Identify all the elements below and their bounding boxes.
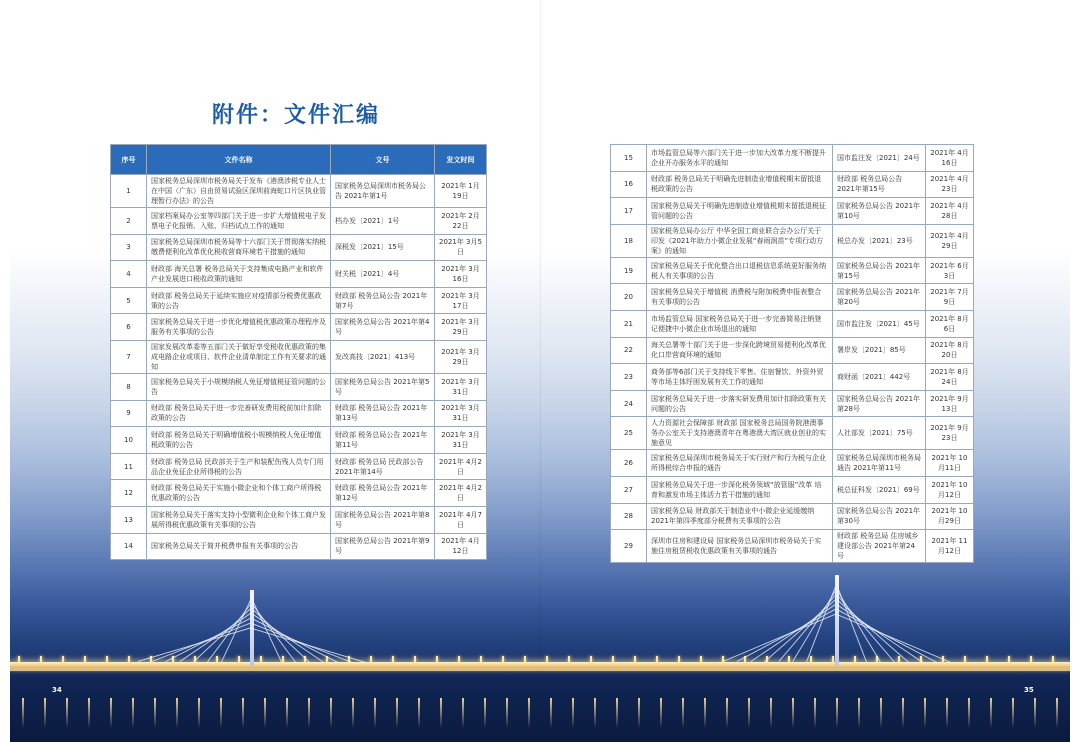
document-name: 国家税务总局关于进一步深化税务领域“放管服”改革 培育和激发市场主体活力若干措施的通知	[647, 476, 833, 503]
table-row	[111, 533, 487, 560]
light-reflection	[242, 698, 244, 728]
table-row	[611, 224, 974, 257]
lamp-light	[62, 656, 64, 663]
light-reflection	[748, 698, 750, 728]
issue-date: 2021年 10月29日	[926, 503, 974, 530]
issue-date: 2021年 8月6日	[926, 310, 974, 337]
document-name: 财政部 税务总局关于明确增值税小规模纳税人免征增值税政策的公告	[147, 427, 331, 454]
issue-date: 2021年 3月29日	[435, 340, 487, 373]
stay-cable	[723, 613, 837, 662]
issue-date: 2021年 10月12日	[926, 476, 974, 503]
table-header-row	[111, 145, 487, 175]
light-reflection	[528, 698, 530, 728]
table-row	[611, 503, 974, 530]
light-reflection	[770, 698, 772, 728]
light-reflection	[462, 698, 464, 728]
issue-date: 2021年 8月24日	[926, 364, 974, 391]
lamp-light	[128, 656, 130, 663]
document-spread	[10, 0, 1070, 742]
lamp-light	[414, 656, 416, 663]
document-code: 国市监注发〔2021〕45号	[833, 310, 926, 337]
table-row	[111, 400, 487, 427]
issue-date: 2021年 4月12日	[435, 533, 487, 560]
header-date: 发文时间	[435, 145, 487, 175]
document-name: 国家档案局办公室等四部门关于进一步扩大增值税电子发票电子化报销、入账、归档试点工作的通知	[147, 208, 331, 235]
document-code: 发改高技〔2021〕413号	[331, 340, 435, 373]
document-name: 市场监管总局等六部门关于进一步加大改革力度不断提升企业开办服务水平的通知	[647, 145, 833, 172]
lamp-light	[568, 656, 570, 663]
lamp-light	[502, 656, 504, 663]
document-code: 财政部 税务总局公告 2021年第7号	[331, 287, 435, 314]
light-reflection	[352, 698, 354, 728]
row-number: 19	[611, 257, 647, 284]
issue-date: 2021年 7月9日	[926, 284, 974, 311]
page-number-left: 34	[52, 686, 62, 694]
issue-date: 2021年 11月12日	[926, 530, 974, 563]
document-code: 税总办发〔2021〕23号	[833, 224, 926, 257]
row-number: 14	[111, 533, 147, 560]
row-number: 26	[611, 450, 647, 477]
document-name: 国家税务总局关于优化整合出口退税信息系统更好服务纳税人有关事项的公告	[647, 257, 833, 284]
document-code: 档办发〔2021〕1号	[331, 208, 435, 235]
issue-date: 2021年 4月7日	[435, 506, 487, 533]
row-number: 6	[111, 314, 147, 341]
document-name: 财政部 税务总局关于实施小微企业和个体工商户所得税优惠政策的公告	[147, 480, 331, 507]
header-no: 序号	[111, 145, 147, 175]
header-code: 文号	[331, 145, 435, 175]
light-reflection	[682, 698, 684, 728]
page-fold	[540, 0, 541, 742]
lamp-light	[700, 656, 702, 663]
row-number: 22	[611, 337, 647, 364]
row-number: 5	[111, 287, 147, 314]
lamp-light	[524, 656, 526, 663]
lamp-light	[1030, 656, 1032, 663]
light-reflection	[44, 698, 46, 728]
document-name: 市场监管总局 国家税务总局关于进一步完善简易注销登记便捷中小微企业市场退出的通知	[647, 310, 833, 337]
light-reflection	[792, 698, 794, 728]
issue-date: 2021年 4月16日	[926, 145, 974, 172]
table-row	[611, 530, 974, 563]
table-row	[111, 340, 487, 373]
table-row	[611, 364, 974, 391]
document-name: 国家税务总局关于进一步优化增值税优惠政策办理程序及服务有关事项的公告	[147, 314, 331, 341]
lamp-light	[392, 656, 394, 663]
table-row	[111, 373, 487, 400]
issue-date: 2021年 3月5日	[435, 234, 487, 261]
document-code: 人社部发〔2021〕75号	[833, 417, 926, 450]
lamp-light	[832, 656, 834, 663]
lamp-light	[854, 656, 856, 663]
lamp-light	[40, 656, 42, 663]
light-reflection	[946, 698, 948, 728]
document-code: 国家税务总局公告 2021年第10号	[833, 198, 926, 225]
row-number: 7	[111, 340, 147, 373]
document-code: 商财函〔2021〕442号	[833, 364, 926, 391]
light-reflection	[154, 698, 156, 728]
issue-date: 2021年 4月23日	[926, 171, 974, 198]
row-number: 16	[611, 171, 647, 198]
issue-date: 2021年 10月11日	[926, 450, 974, 477]
row-number: 9	[111, 400, 147, 427]
light-reflection	[374, 698, 376, 728]
table-row	[111, 208, 487, 235]
row-number: 10	[111, 427, 147, 454]
lamp-light	[986, 656, 988, 663]
document-code: 国家税务总局公告 2021年第9号	[331, 533, 435, 560]
issue-date: 2021年 4月28日	[926, 198, 974, 225]
light-reflection	[220, 698, 222, 728]
issue-date: 2021年 8月20日	[926, 337, 974, 364]
row-number: 23	[611, 364, 647, 391]
light-reflection	[1034, 698, 1036, 728]
document-name: 国家税务总局深圳市税务局关于实行财产和行为税与企业所得税综合申报的通告	[647, 450, 833, 477]
light-reflection	[22, 698, 24, 728]
light-reflection	[660, 698, 662, 728]
light-reflection	[814, 698, 816, 728]
table-row	[611, 450, 974, 477]
table-row	[611, 390, 974, 417]
table-row	[611, 417, 974, 450]
issue-date: 2021年 9月23日	[926, 417, 974, 450]
document-code: 税总征科发〔2021〕69号	[833, 476, 926, 503]
light-reflection	[198, 698, 200, 728]
light-reflection	[704, 698, 706, 728]
light-reflection	[638, 698, 640, 728]
light-reflection	[902, 698, 904, 728]
document-code: 国家税务总局公告 2021年第30号	[833, 503, 926, 530]
lamp-light	[216, 656, 218, 663]
document-table-right	[610, 144, 974, 563]
issue-date: 2021年 3月29日	[435, 314, 487, 341]
row-number: 20	[611, 284, 647, 311]
document-name: 财政部 税务总局关于明确先进制造业增值税期末留抵退税政策的公告	[647, 171, 833, 198]
lamp-light	[84, 656, 86, 663]
issue-date: 2021年 3月17日	[435, 287, 487, 314]
document-name: 国家税务总局深圳市税务局关于发布《港澳涉税专业人士在中国（广东）自由贸易试验区深圳前海蛇口片区执业管理暂行办法》的公告	[147, 175, 331, 208]
lamp-light	[546, 656, 548, 663]
table-row	[611, 145, 974, 172]
document-code: 财政部 税务总局公告 2021年第15号	[833, 171, 926, 198]
lamp-light	[612, 656, 614, 663]
document-table-left	[110, 144, 487, 560]
table-row	[111, 261, 487, 288]
light-reflection	[572, 698, 574, 728]
document-name: 财政部 税务总局关于延续实施应对疫情部分税费优惠政策的公告	[147, 287, 331, 314]
document-name: 人力资源社会保障部 财政部 国家税务总局国务院港澳事务办公室关于支持港澳青年在粤港澳大湾区就业创业的实施意见	[647, 417, 833, 450]
light-reflection	[110, 698, 112, 728]
lamp-light	[106, 656, 108, 663]
document-name: 国家税务总局办公厅 中华全国工商业联合会办公厅关于印发《2021年助力小微企业发展“春雨润苗”专项行动方案》的通知	[647, 224, 833, 257]
header-name: 文件名称	[147, 145, 331, 175]
document-code: 国家税务总局公告 2021年第5号	[331, 373, 435, 400]
lamp-light	[898, 656, 900, 663]
light-reflection	[858, 698, 860, 728]
document-name: 海关总署等十部门关于进一步深化跨境贸易便利化改革优化口岸营商环境的通知	[647, 337, 833, 364]
document-code: 国家税务总局深圳市税务局公告 2021年第1号	[331, 175, 435, 208]
issue-date: 2021年 1月19日	[435, 175, 487, 208]
lamp-light	[656, 656, 658, 663]
lamp-light	[18, 656, 20, 663]
lamp-light	[590, 656, 592, 663]
light-reflection	[1012, 698, 1014, 728]
light-reflection	[550, 698, 552, 728]
light-reflection	[1056, 698, 1058, 728]
lamp-light	[436, 656, 438, 663]
row-number: 18	[611, 224, 647, 257]
issue-date: 2021年 4月29日	[926, 224, 974, 257]
light-reflection	[594, 698, 596, 728]
table-row	[611, 337, 974, 364]
light-reflection	[264, 698, 266, 728]
light-reflection	[836, 698, 838, 728]
stay-cable	[252, 628, 366, 663]
table-row	[611, 476, 974, 503]
table-row	[611, 284, 974, 311]
table-row	[111, 175, 487, 208]
stay-cable	[836, 599, 909, 663]
bridge-road-lights	[10, 668, 1070, 671]
document-code: 财政部 税务总局 住房城乡建设部公告 2021年第24号	[833, 530, 926, 563]
issue-date: 2021年 9月13日	[926, 390, 974, 417]
document-name: 国家税务总局关于进一步落实研发费用加计扣除政策有关问题的公告	[647, 390, 833, 417]
light-reflection	[330, 698, 332, 728]
row-number: 27	[611, 476, 647, 503]
table-row	[111, 287, 487, 314]
document-name: 国家税务总局关于明确先进制造业增值税期末留抵退税征管问题的公告	[647, 198, 833, 225]
lamp-light	[238, 656, 240, 663]
lamp-light	[788, 656, 790, 663]
light-reflection	[924, 698, 926, 728]
light-reflection	[286, 698, 288, 728]
light-reflection	[88, 698, 90, 728]
row-number: 25	[611, 417, 647, 450]
document-code: 国家税务总局深圳市税务局通告 2021年第11号	[833, 450, 926, 477]
light-reflection	[308, 698, 310, 728]
lamp-light	[964, 656, 966, 663]
document-code: 国家税务总局公告 2021年第20号	[833, 284, 926, 311]
issue-date: 2021年 4月2日	[435, 453, 487, 480]
table-row	[611, 198, 974, 225]
document-name: 国家税务总局关于小规模纳税人免征增值税征管问题的公告	[147, 373, 331, 400]
issue-date: 2021年 3月31日	[435, 427, 487, 454]
document-code: 财政部 税务总局公告 2021年第12号	[331, 480, 435, 507]
light-reflection	[968, 698, 970, 728]
row-number: 3	[111, 234, 147, 261]
page-title: 附件：文件汇编	[212, 103, 381, 128]
lamp-light	[480, 656, 482, 663]
document-name: 国家税务总局深圳市税务局等十六部门关于贯彻落实纳税缴费便利化改革优化税收营商环境若干措施的通知	[147, 234, 331, 261]
issue-date: 2021年 3月31日	[435, 400, 487, 427]
light-reflection	[418, 698, 420, 728]
document-name: 深圳市住房和建设局 国家税务总局深圳市税务局关于实施住房租赁税收优惠政策有关事项的通告	[647, 530, 833, 563]
lamp-light	[1008, 656, 1010, 663]
stay-cable	[750, 603, 837, 662]
row-number: 8	[111, 373, 147, 400]
table-row	[611, 171, 974, 198]
page-number-right: 35	[1024, 686, 1034, 694]
row-number: 2	[111, 208, 147, 235]
document-name: 国家税务总局关于增值税 消费税与附加税费申报表整合有关事项的公告	[647, 284, 833, 311]
light-reflection	[440, 698, 442, 728]
row-number: 15	[611, 145, 647, 172]
row-number: 4	[111, 261, 147, 288]
lamp-light	[282, 656, 284, 663]
lamp-light	[678, 656, 680, 663]
issue-date: 2021年 3月16日	[435, 261, 487, 288]
row-number: 11	[111, 453, 147, 480]
row-number: 17	[611, 198, 647, 225]
document-name: 财政部 海关总署 税务总局关于支持集成电路产业和软件产业发展进口税收政策的通知	[147, 261, 331, 288]
table-row	[611, 310, 974, 337]
light-reflection	[132, 698, 134, 728]
document-name: 商务部等6部门关于支持线下零售、住宿餐饮、外资外贸等市场主体纾困发展有关工作的通知	[647, 364, 833, 391]
light-reflection	[66, 698, 68, 728]
row-number: 13	[111, 506, 147, 533]
document-code: 国家税务总局公告 2021年第15号	[833, 257, 926, 284]
lamp-light	[458, 656, 460, 663]
sea-water	[10, 672, 1070, 742]
document-code: 国家税务总局公告 2021年第4号	[331, 314, 435, 341]
lamp-light	[810, 656, 812, 663]
document-name: 国家发展改革委等五部门关于做好享受税收优惠政策的集成电路企业或项目、软件企业清单制定工作有关要求的通知	[147, 340, 331, 373]
stay-cable	[764, 598, 837, 662]
light-reflection	[506, 698, 508, 728]
document-name: 财政部 税务总局 民政部关于生产和装配伤残人员专门用品企业免征企业所得税的公告	[147, 453, 331, 480]
issue-date: 2021年 2月22日	[435, 208, 487, 235]
lamp-light	[1052, 656, 1054, 663]
document-code: 署岸发〔2021〕85号	[833, 337, 926, 364]
document-code: 深税发〔2021〕15号	[331, 234, 435, 261]
table-row	[111, 314, 487, 341]
row-number: 1	[111, 175, 147, 208]
document-code: 财政部 税务总局 民政部公告 2021年第14号	[331, 453, 435, 480]
light-reflection	[484, 698, 486, 728]
issue-date: 2021年 3月31日	[435, 373, 487, 400]
document-name: 国家税务总局 财政部关于制造业中小微企业延缓缴纳2021年第四季度部分税费有关事项的公告	[647, 503, 833, 530]
document-name: 国家税务总局关于简并税费申报有关事项的公告	[147, 533, 331, 560]
row-number: 12	[111, 480, 147, 507]
document-code: 财关税〔2021〕4号	[331, 261, 435, 288]
issue-date: 2021年 6月3日	[926, 257, 974, 284]
lamp-light	[634, 656, 636, 663]
table-row	[111, 506, 487, 533]
row-number: 24	[611, 390, 647, 417]
light-reflection	[616, 698, 618, 728]
document-code: 财政部 税务总局公告 2021年第11号	[331, 427, 435, 454]
table-row	[111, 480, 487, 507]
light-reflection	[726, 698, 728, 728]
document-code: 国市监注发〔2021〕24号	[833, 145, 926, 172]
row-number: 21	[611, 310, 647, 337]
table-row	[611, 257, 974, 284]
table-row	[111, 234, 487, 261]
stay-cable	[836, 594, 895, 663]
issue-date: 2021年 4月2日	[435, 480, 487, 507]
document-code: 国家税务总局公告 2021年第8号	[331, 506, 435, 533]
light-reflection	[396, 698, 398, 728]
row-number: 29	[611, 530, 647, 563]
lamp-light	[260, 656, 262, 663]
lamp-light	[370, 656, 372, 663]
light-reflection	[176, 698, 178, 728]
table-row	[111, 427, 487, 454]
light-reflection	[880, 698, 882, 728]
row-number: 28	[611, 503, 647, 530]
document-code: 财政部 税务总局公告 2021年第13号	[331, 400, 435, 427]
document-name: 财政部 税务总局关于进一步完善研发费用税前加计扣除政策的公告	[147, 400, 331, 427]
document-code: 国家税务总局公告 2021年第28号	[833, 390, 926, 417]
document-name: 国家税务总局关于落实支持小型微利企业和个体工商户发展所得税优惠政策有关事项的公告	[147, 506, 331, 533]
table-row	[111, 453, 487, 480]
light-reflection	[990, 698, 992, 728]
